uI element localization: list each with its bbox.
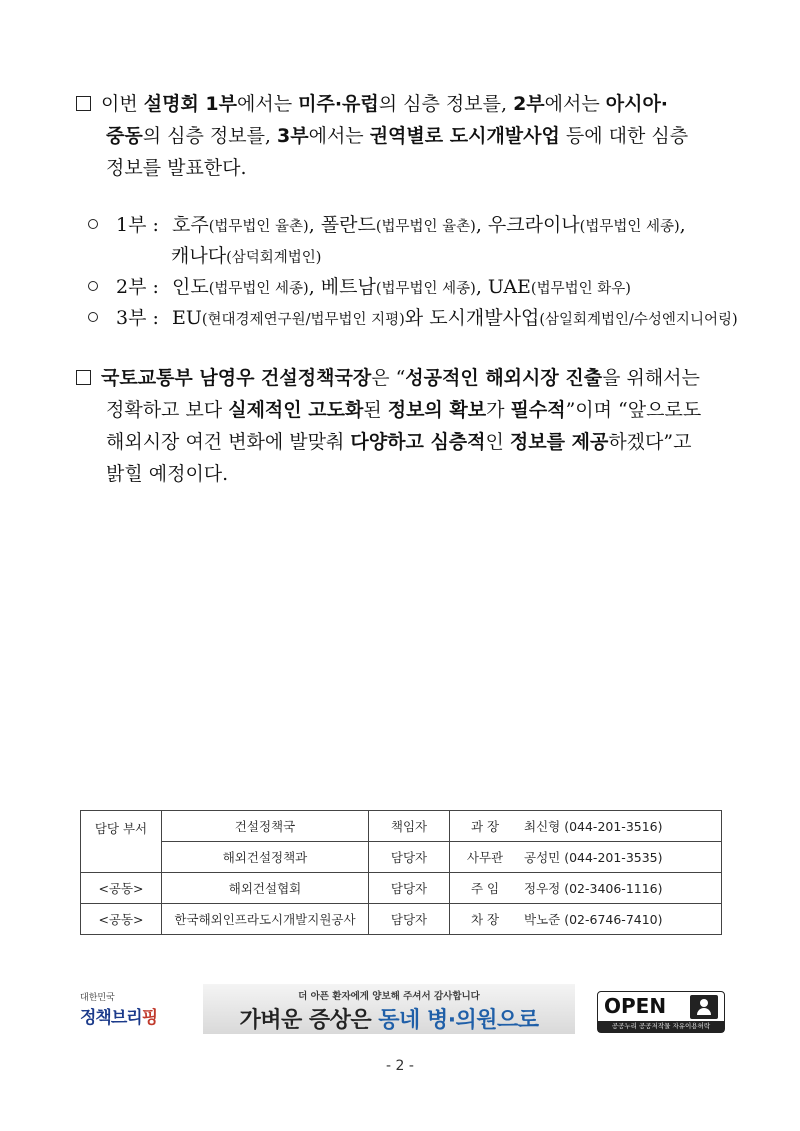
position-cell: 사무관	[450, 842, 521, 873]
role-cell: 책임자	[369, 811, 450, 842]
campaign-banner[interactable]: 더 아픈 환자에게 양보해 주셔서 감사합니다 가벼운 증상은 동네 병·의원으로	[203, 984, 575, 1034]
paragraph-seminar-overview: 이번 설명회 1부에서는 미주·유럽의 심층 정보를, 2부에서는 아시아· 중동의 심층 정보를, 3부에서는 권역별로 도시개발사업 등에 대한 심층 정보를 발표한다.	[76, 88, 726, 184]
table-row	[81, 811, 722, 842]
name-phone-cell: 최신형 (044-201-3516)	[520, 811, 722, 842]
table-row	[81, 842, 722, 873]
org-cell: 건설정책국	[162, 811, 369, 842]
name-phone-cell: 정우정 (02-3406-1116)	[520, 873, 722, 904]
dept-label-cell: 담당 부서	[81, 811, 162, 873]
role-cell: 담당자	[369, 904, 450, 935]
policy-briefing-logo[interactable]: 대한민국 정책브리핑	[80, 993, 158, 1028]
name-phone-cell: 공성민 (044-201-3535)	[520, 842, 722, 873]
name-phone-cell: 박노준 (02-6746-7410)	[520, 904, 722, 935]
org-cell: 한국해외인프라도시개발지원공사	[162, 904, 369, 935]
session-1-item: 1부 : 호주(법무법인 율촌), 폴란드(법무법인 율촌), 우크라이나(법무법인 세종),	[88, 210, 738, 241]
open-license-badge[interactable]: OPEN 공공누리 공공저작물 자유이용허락	[597, 991, 725, 1033]
page-number: - 2 -	[386, 1058, 414, 1074]
session-list	[88, 210, 738, 334]
footer-banners	[80, 984, 726, 1038]
table-row	[81, 873, 722, 904]
table-row	[81, 904, 722, 935]
checkbox-square-icon	[76, 96, 91, 111]
position-cell: 과 장	[450, 811, 521, 842]
contact-table	[80, 810, 722, 935]
org-cell: 해외건설협회	[162, 873, 369, 904]
org-cell: 해외건설정책과	[162, 842, 369, 873]
bullet-circle-icon	[88, 219, 98, 229]
paragraph-director-remarks: 국토교통부 남영우 건설정책국장은 “성공적인 해외시장 진출을 위해서는 정확하고 보다 실제적인 고도화된 정보의 확보가 필수적”이며 “앞으로도 해외시장 여건 변화에 발맞춰 다양하고 심층적인 정보를 제공하겠다”고 밝힐 예정이다.	[76, 362, 726, 490]
position-cell: 주 임	[450, 873, 521, 904]
bullet-circle-icon	[88, 312, 98, 322]
session-1-continued: 캐나다(삼덕회계법인)	[171, 245, 322, 267]
bullet-circle-icon	[88, 281, 98, 291]
session-3-item: 3부 : EU(현대경제연구원/법무법인 지평)와 도시개발사업(삼일회계법인/수성엔지니어링)	[88, 303, 738, 334]
role-cell: 담당자	[369, 842, 450, 873]
role-cell: 담당자	[369, 873, 450, 904]
session-2-item: 2부 : 인도(법무법인 세종), 베트남(법무법인 세종), UAE(법무법인 화우)	[88, 272, 738, 303]
dept-label-cell: <공동>	[81, 904, 162, 935]
checkbox-square-icon	[76, 370, 91, 385]
position-cell: 차 장	[450, 904, 521, 935]
person-icon	[690, 995, 718, 1019]
dept-label-cell: <공동>	[81, 873, 162, 904]
